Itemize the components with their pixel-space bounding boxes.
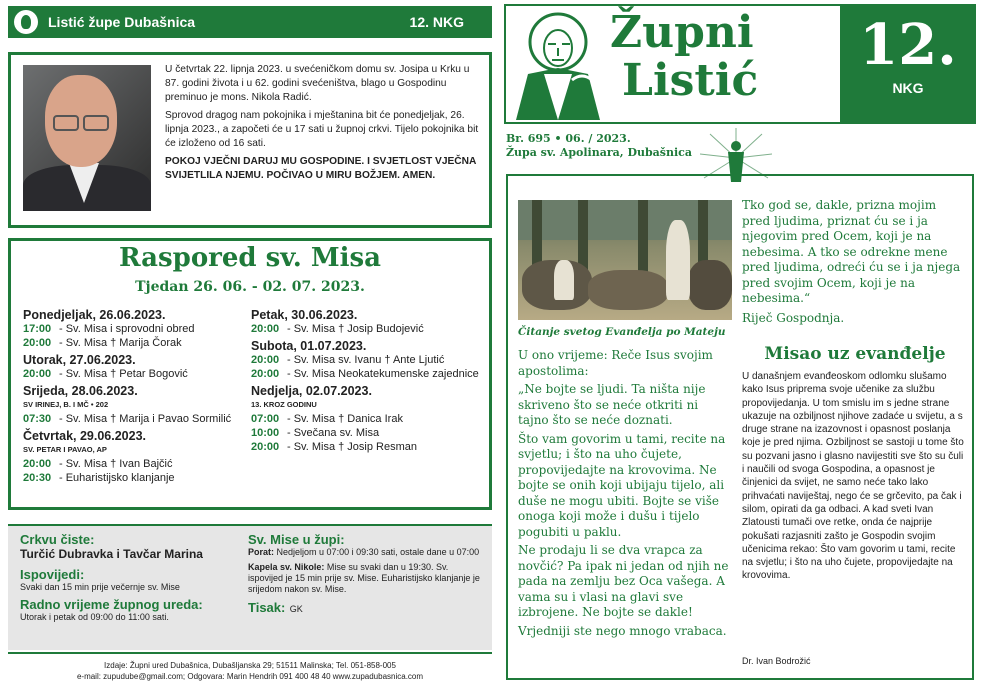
schedule-text: - Sv. Misa i sprovodni obred (59, 323, 195, 335)
schedule-text: - Sv. Misa † Marija Čorak (59, 337, 182, 349)
schedule-week: Tjedan 26. 06. - 02. 07. 2023. (135, 279, 365, 295)
schedule-day: Petak, 30.06.2023. (251, 308, 358, 322)
obituary-prayer: POKOJ VJEČNI DARUJ MU GOSPODINE. I SVJETLOST VJEČNA SVIJETLILA NJEMU. POČIVAO U MIRU BOŽJEM. AMEN. (165, 156, 476, 181)
masses-heading: Sv. Mise u župi: (248, 532, 345, 547)
left-page (8, 6, 492, 686)
print-heading: Tisak: (248, 600, 286, 615)
info-box (8, 524, 492, 650)
issue-meta (506, 132, 692, 160)
schedule-time: 07:00 (251, 413, 280, 425)
obituary-p1: U četvrtak 22. lipnja 2023. u svećeničkom domu sv. Josipa u Krku u 87. godini života i u 62. godini svećeništva, blago u Gospodinu preminuo je mons. Nikola Radić. (165, 64, 470, 103)
gospel-p6: Tko god se, dakle, prizna mojim pred ljudima, priznat ću se i ja njegovim pred Ocem, koji je na nebesima. A tko se odrekne mene pred ljudima, odreći ću se i ja njega pred svojim Ocem, koji je na nebesima.“ (742, 198, 961, 305)
right-header (504, 4, 976, 124)
cleaning-value: Turčić Dubravka i Tavčar Marina (20, 547, 203, 561)
gospel-p7: Riječ Gospodnja. (742, 310, 845, 325)
confession-heading: Ispovijedi: (20, 567, 85, 582)
schedule-time: 10:00 (251, 427, 280, 439)
schedule-row (251, 367, 481, 381)
obituary-box (8, 52, 492, 228)
issue-meta-line2: Župa sv. Apolinara, Dubašnica (506, 146, 692, 159)
schedule-text: - Sv. Misa † Josip Budojević (287, 323, 424, 335)
schedule-text: - Svečana sv. Misa (287, 427, 380, 439)
issue-nkg: NKG (892, 80, 924, 96)
saint-icon (510, 10, 606, 120)
right-title-line1: Župni (610, 7, 754, 58)
schedule-row (251, 353, 481, 367)
schedule-time: 20:00 (251, 368, 280, 380)
schedule-time: 20:30 (23, 472, 52, 484)
schedule-text: - Sv. Misa † Marija i Pavao Sormilić (59, 413, 232, 425)
schedule-day-feast: SV. PETAR I PAVAO, AP (23, 445, 107, 454)
schedule-row (251, 426, 481, 440)
kapela-value: Mise su svaki dan u 19:30. Sv. ispovijed je 15 min prije sv. Mise. Euharistijsko klanjanje je srijedom nakon sv. Mise. (248, 562, 480, 594)
schedule-text: - Sv. Misa † Danica Irak (287, 413, 403, 425)
schedule-day: Četvrtak, 29.06.2023. (23, 429, 147, 443)
schedule-time: 20:00 (23, 337, 52, 349)
gospel-painting (518, 200, 732, 320)
office-heading: Radno vrijeme župnog ureda: (20, 597, 203, 612)
schedule-row (23, 457, 248, 471)
porat-value: Nedjeljom u 07:00 i 09:30 sati, ostale dane u 07:00 (276, 547, 480, 557)
right-title-line2: Listić (622, 55, 759, 106)
schedule-row (251, 440, 481, 454)
schedule-row (23, 367, 248, 381)
reflection-author: Dr. Ivan Bodrožić (742, 656, 811, 666)
footer-line2: e-mail: zupudube@gmail.com; Odgovara: Marin Hendrih 091 400 48 40 www.zupadubasnica.com (76, 672, 424, 681)
schedule-day-feast: 13. KROZ GODINU (251, 400, 317, 409)
right-page (504, 4, 976, 686)
gospel-p1: U ono vrijeme: Reče Isus svojim apostolima: (518, 348, 713, 378)
schedule-text: - Sv. Misa † Petar Bogović (59, 368, 188, 380)
footer-line1: Izdaje: Župni ured Dubašnica, Dubašljanska 29; 51511 Malinska; Tel. 051-858-005 (104, 661, 396, 670)
confession-value: Svaki dan 15 min prije večernje sv. Mise (20, 582, 180, 592)
schedule-time: 20:00 (23, 368, 52, 380)
cleaning-heading: Crkvu čiste: (20, 532, 95, 547)
issue-number: 12. (859, 12, 957, 78)
reflection-title: Misao uz evanđelje (764, 344, 946, 364)
schedule-row (251, 412, 481, 426)
schedule-text: - Sv. Misa sv. Ivanu † Ante Ljutić (287, 354, 445, 366)
gospel-text-right (742, 198, 968, 330)
schedule-time: 20:00 (251, 354, 280, 366)
schedule-day: Ponedjeljak, 26.06.2023. (23, 308, 166, 322)
schedule-column-a (23, 305, 248, 485)
schedule-day: Nedjelja, 02.07.2023. (251, 384, 372, 398)
left-header (8, 6, 492, 38)
issue-number-box (840, 6, 976, 122)
schedule-time: 07:30 (23, 413, 52, 425)
gospel-caption: Čitanje svetog Evanđelja po Mateju (518, 326, 726, 338)
gospel-p5: Vrjedniji ste nego mnogo vrabaca. (518, 623, 727, 638)
gospel-p2: „Ne bojte se ljudi. Ta ništa nije skriveno što se neće otkriti ni tajno što se neće doznati. (518, 382, 706, 427)
schedule-time: 20:00 (251, 441, 280, 453)
gospel-p3: Što vam govorim u tami, recite na svjetlu; i što na uho čujete, propovijedajte na krovovima. Ne bojte se onih koji ubijaju tijelo, ali duše ne mogu ubiti. Bojte se više onoga koji može i dušu i tijelo pogubiti u paklu. (518, 431, 726, 539)
print-value: GK (289, 604, 303, 614)
left-footer (8, 652, 492, 682)
kapela-label: Kapela sv. Nikole: (248, 562, 325, 572)
schedule-text: - Sv. Misa † Ivan Bajčić (59, 458, 173, 470)
schedule-text: - Euharistijsko klanjanje (59, 472, 175, 484)
schedule-time: 20:00 (23, 458, 52, 470)
left-header-title: Listić župe Dubašnica (48, 14, 196, 30)
schedule-title: Raspored sv. Misa (118, 243, 382, 273)
schedule-row (251, 322, 481, 336)
gospel-box (506, 174, 974, 680)
parish-logo-icon (14, 10, 38, 34)
issue-meta-line1: Br. 695 • 06. / 2023. (506, 132, 631, 145)
schedule-text: - Sv. Misa † Josip Resman (287, 441, 418, 453)
schedule-day-feast: SV IRINEJ, B. I MČ • 202 (23, 400, 109, 409)
obituary-text (165, 63, 481, 187)
office-value: Utorak i petak od 09:00 do 11:00 sati. (20, 612, 169, 622)
schedule-row (23, 336, 248, 350)
schedule-row (23, 412, 248, 426)
schedule-time: 20:00 (251, 323, 280, 335)
gospel-p4: Ne prodaju li se dva vrapca za novčić? Pa ipak ni jedan od njih ne pada na zemlju bez Oca vašega. A vama su i vlasi na glavi sve izbrojene. Ne bojte se dakle! (518, 543, 729, 619)
schedule-day: Srijeda, 28.06.2023. (23, 384, 138, 398)
schedule-text: - Sv. Misa Neokatekumenske zajednice (287, 368, 479, 380)
mass-schedule (8, 238, 492, 510)
reflection-text: U današnjem evanđeoskom odlomku slušamo kako Isus priprema svoje učenike za službu propovijedanja. U tom smislu im s jedne strane ukazuje na ozbiljnost njihove zadaće u svijetu, a s druge strane na izazovnost i opasnost poslanja koje je pred njima. Ozbiljnost se sastoji u tome što su pozvani jasno i glasno navijestiti sve što su čuli i naučili od svoga Gospodina, a opasnost je činjenici da svijet, ne samo neće tako lako prihvaćati naviještaj, nego će se grčevito, pa čak i silom, opirati da ga odbaci. A kad sveti Ivan Zlatousti tumači ove retke, onda će najprije pokušati razjasniti zašto je Gospodin svojim učenicima rekao: Što vam govorim u tami, recite na svjetlu; i što na uho čujete, propovijedajte na krovovima. (742, 371, 964, 582)
schedule-row (23, 471, 248, 485)
priest-portrait (23, 65, 151, 211)
porat-label: Porat: (248, 547, 275, 557)
schedule-column-b (251, 305, 481, 454)
left-header-issue: 12. NKG (409, 14, 464, 30)
obituary-p2: Sprovod dragog nam pokojnika i mještanina bit će ponedjeljak, 26. lipnja 2023., a započeti će u 17 sati u župnoj crkvi. Tijelo pokojnika bit će izloženo od 16 sati. (165, 110, 479, 149)
schedule-time: 17:00 (23, 323, 52, 335)
gospel-text-left (518, 348, 732, 642)
schedule-day: Utorak, 27.06.2023. (23, 353, 136, 367)
schedule-day: Subota, 01.07.2023. (251, 339, 367, 353)
schedule-row (23, 322, 248, 336)
